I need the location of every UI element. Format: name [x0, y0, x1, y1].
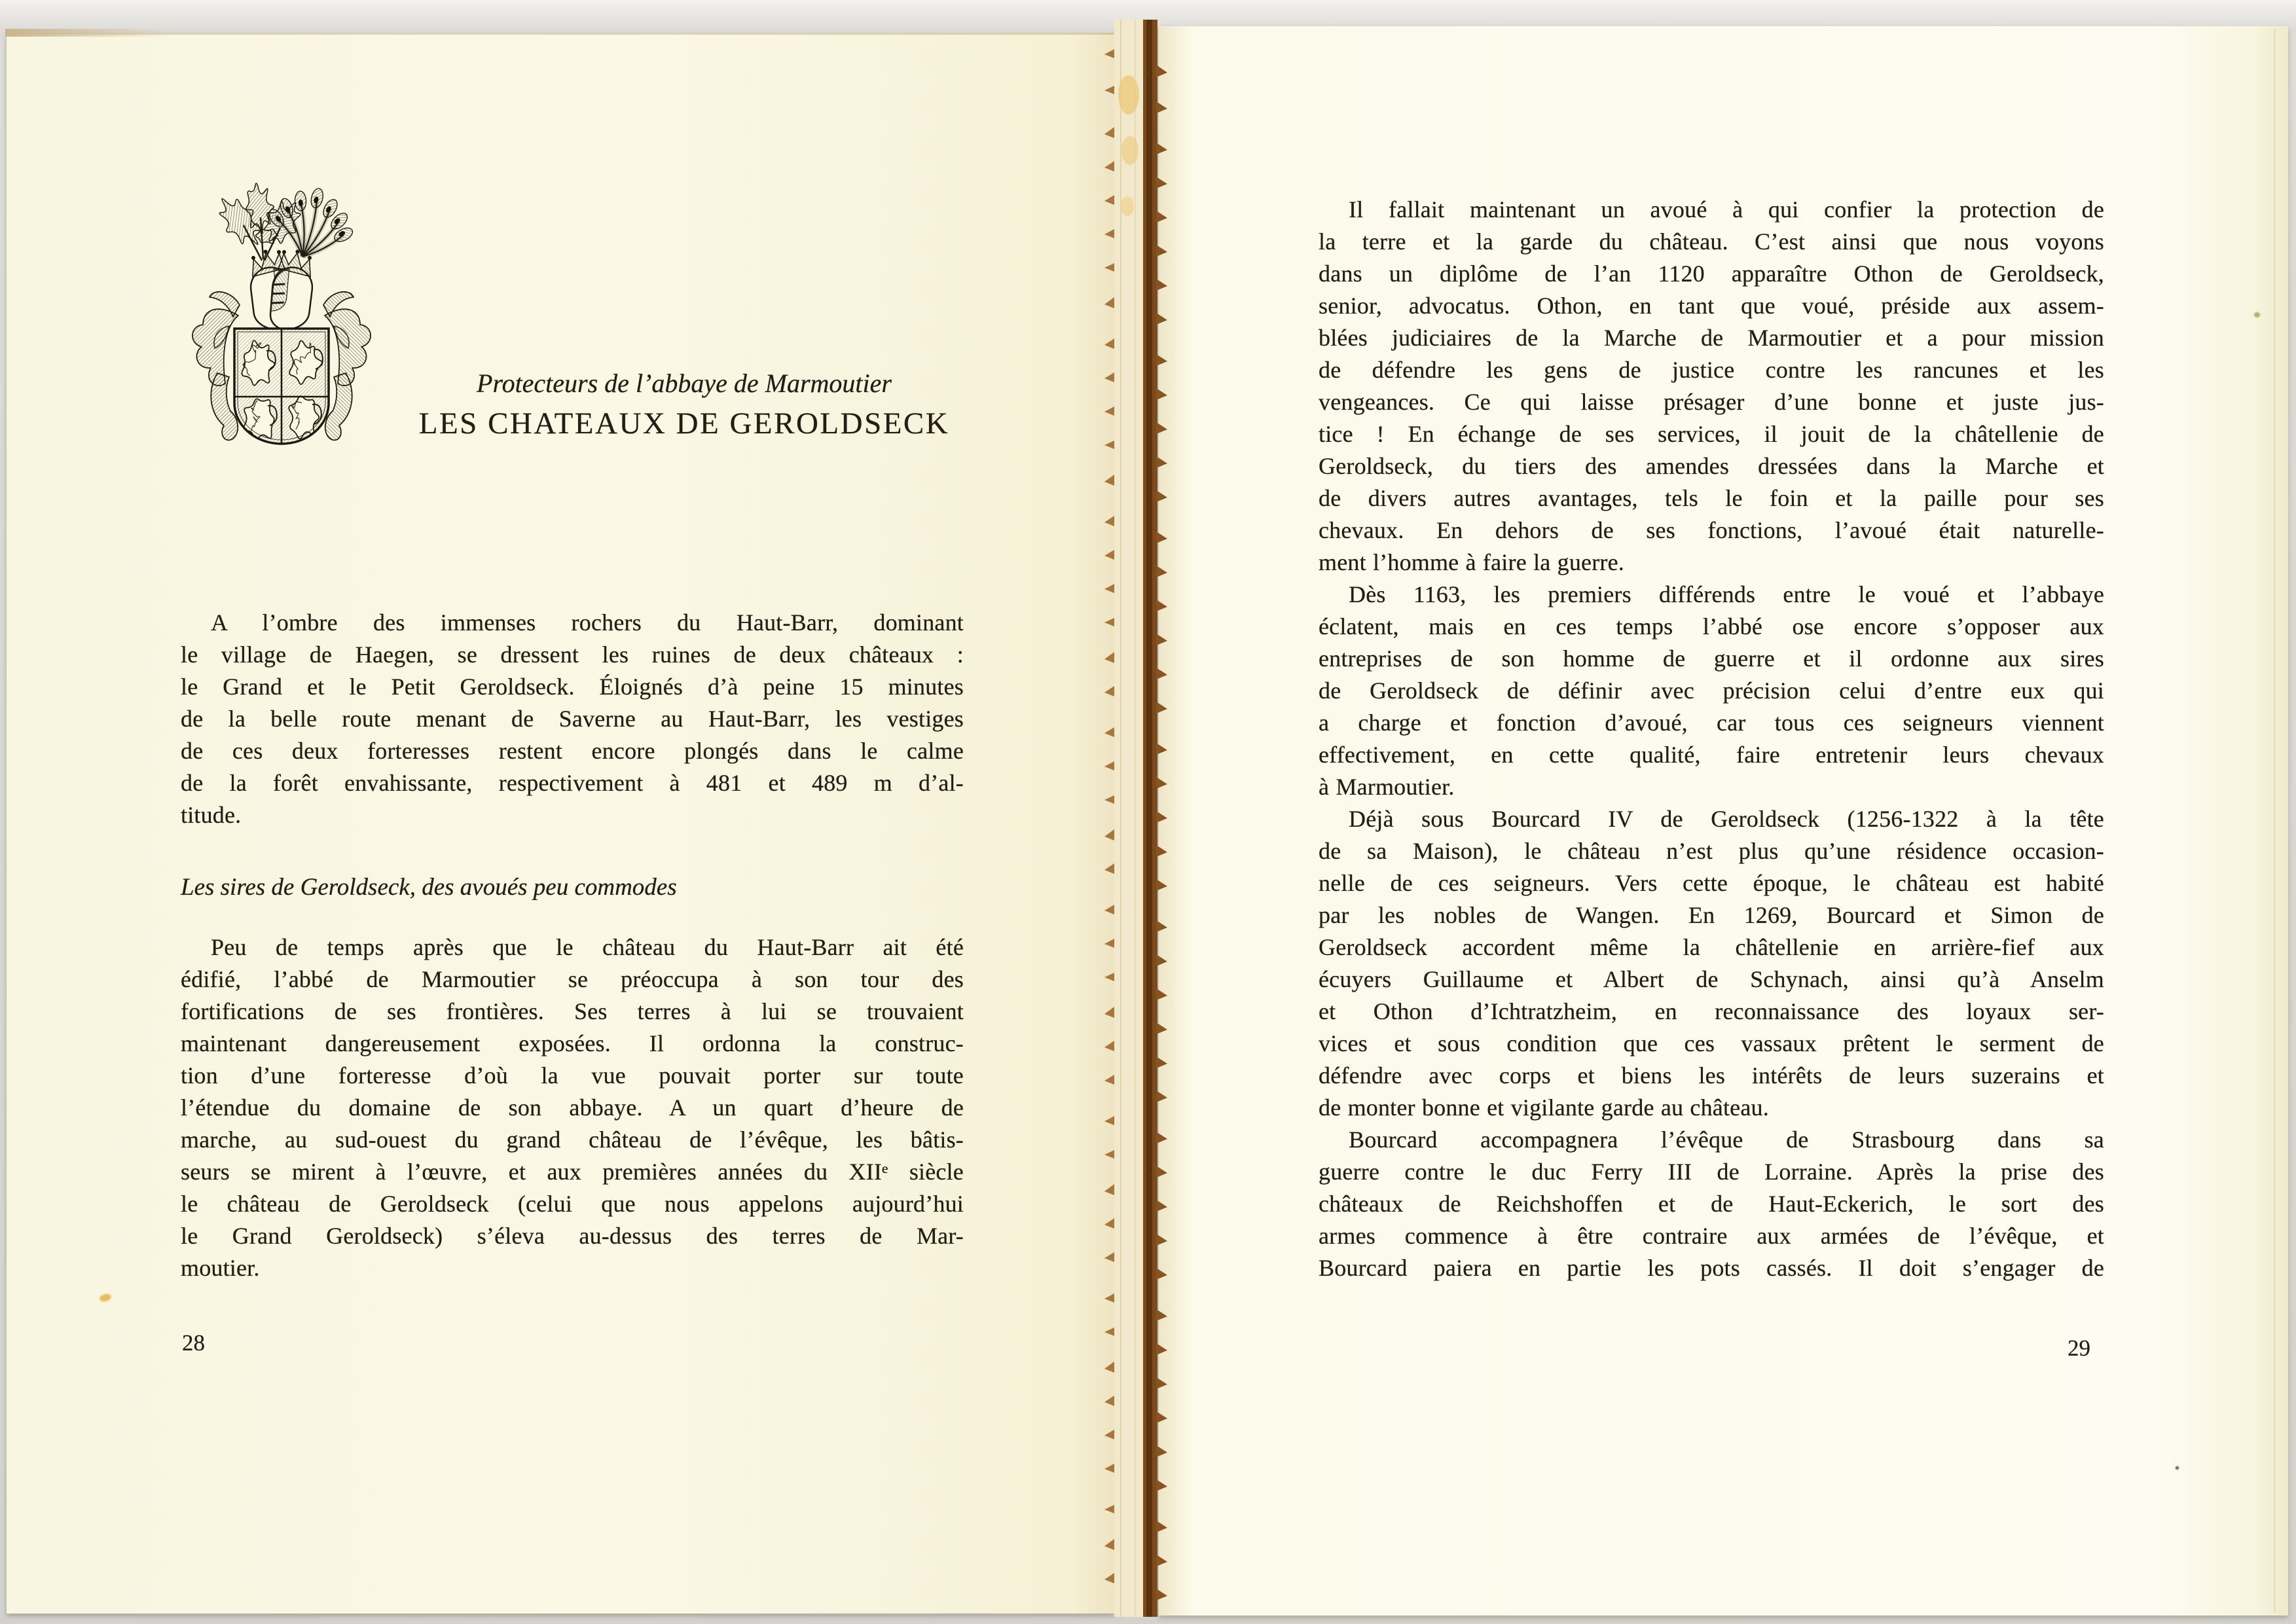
- paper-speck: [2176, 1466, 2179, 1470]
- binding-deckle-edge: [1095, 20, 1182, 1617]
- text-line: senior, advocatus. Othon, en tant que voué, préside aux assem-: [1319, 293, 2104, 319]
- paragraph: [1319, 803, 2104, 1124]
- text-line: de monter bonne et vigilante garde au château.: [1319, 1094, 1769, 1121]
- text-line: seurs se mirent à l’œuvre, et aux premières années du XIIᵉ siècle: [181, 1159, 964, 1185]
- text-line: édifié, l’abbé de Marmoutier se préoccupa à son tour des: [181, 966, 964, 992]
- text-line: Geroldseck accordent même la châtellenie en arrière-fief aux: [1319, 934, 2104, 960]
- text-line: le Grand Geroldseck) s’éleva au-dessus des terres de Mar-: [181, 1223, 964, 1249]
- text-line: guerre contre le duc Ferry III de Lorraine. Après la prise des: [1319, 1159, 2104, 1185]
- text-line: Il fallait maintenant un avoué à qui confier la protection de: [1349, 196, 2104, 223]
- text-line: effectivement, en cette qualité, faire entretenir leurs chevaux: [1319, 742, 2104, 768]
- chapter-kicker: Protecteurs de l’abbaye de Marmoutier: [477, 369, 892, 398]
- shield-icon: [234, 329, 329, 460]
- text-line: a charge et fonction d’avoué, car tous ces seigneurs viennent: [1319, 710, 2104, 736]
- crest-peacock-feathers-icon: [266, 187, 355, 257]
- text-line: Déjà sous Bourcard IV de Geroldseck (1256-1322 à la tête: [1349, 806, 2104, 832]
- mantling-left: [192, 292, 240, 441]
- text-line: de ces deux forteresses restent encore plongés dans le calme: [181, 738, 964, 764]
- text-line: Bourcard accompagnera l’évêque de Strasbourg dans sa: [1349, 1127, 2104, 1153]
- text-line: de sa Maison), le château n’est plus qu’une résidence occasion-: [1319, 838, 2104, 864]
- text-line: dans un diplôme de l’an 1120 apparaître Othon de Geroldseck,: [1319, 261, 2104, 287]
- text-line: et Othon d’Ichtratzheim, en reconnaissance des loyaux ser-: [1319, 998, 2104, 1024]
- text-line: de Geroldseck de définir avec précision celui d’entre eux qui: [1319, 677, 2104, 704]
- text-line: de la forêt envahissante, respectivement à 481 et 489 m d’al-: [181, 770, 964, 796]
- text-line: Peu de temps après que le château du Haut-Barr ait été: [211, 934, 964, 960]
- page-number-left: 28: [182, 1330, 205, 1356]
- text-line: vices et sous condition que ces vassaux prêtent le serment de: [1319, 1030, 2104, 1056]
- text-line: titude.: [181, 802, 242, 828]
- text-line: tion d’une forteresse d’où la vue pouvait porter sur toute: [181, 1062, 964, 1089]
- right-page-edge-line: [2274, 29, 2276, 1613]
- text-line: éclatent, mais en ces temps l’abbé ose encore s’opposer aux: [1319, 613, 2104, 640]
- paragraph: [1319, 1124, 2104, 1284]
- text-line: Bourcard paiera en partie les pots cassés. Il doit s’engager de: [1319, 1255, 2104, 1281]
- intro-paragraph: [181, 607, 964, 831]
- text-line: marche, au sud-ouest du grand château de l’évêque, les bâtis-: [181, 1127, 964, 1153]
- chapter-heading: [403, 369, 966, 441]
- text-line: châteaux de Reichshoffen et de Haut-Eckerich, le sort des: [1319, 1191, 2104, 1217]
- section-heading: Les sires de Geroldseck, des avoués peu commodes: [181, 874, 677, 901]
- text-line: à Marmoutier.: [1319, 774, 1455, 800]
- text-line: par les nobles de Wangen. En 1269, Bourcard et Simon de: [1319, 902, 2104, 928]
- text-line: Dès 1163, les premiers différends entre le voué et l’abbaye: [1349, 581, 2104, 607]
- text-line: A l’ombre des immenses rochers du Haut-Barr, dominant: [211, 609, 964, 636]
- text-line: blées judiciaires de la Marche de Marmoutier et a pour mission: [1319, 325, 2104, 351]
- text-line: entreprises de son homme de guerre et il ordonne aux sires: [1319, 645, 2104, 672]
- text-line: le village de Haegen, se dressent les ruines de deux châteaux :: [181, 641, 964, 668]
- text-line: défendre avec corps et biens les intérêts de leurs suzerains et: [1319, 1062, 2104, 1089]
- page-corner-edge: [5, 29, 169, 37]
- text-line: chevaux. En dehors de ses fonctions, l’avoué était naturelle-: [1319, 517, 2104, 543]
- text-line: ment l’homme à faire la guerre.: [1319, 549, 1624, 575]
- text-line: de la belle route menant de Saverne au Haut-Barr, les vestiges: [181, 706, 964, 732]
- text-line: fortifications de ses frontières. Ses terres à lui se trouvaient: [181, 998, 964, 1024]
- text-line: maintenant dangereusement exposées. Il ordonna la construc-: [181, 1030, 964, 1056]
- text-line: armes commence à être contraire aux armées de l’évêque, et: [1319, 1223, 2104, 1249]
- body-paragraph: [181, 931, 964, 1284]
- text-line: écuyers Guillaume et Albert de Schynach, ainsi qu’à Anselm: [1319, 966, 2104, 992]
- page-number-right: 29: [2068, 1335, 2090, 1361]
- text-line: vengeances. Ce qui laisse présager d’une bonne et juste jus-: [1319, 389, 2104, 415]
- right-page-text: [1319, 194, 2104, 1284]
- text-line: Geroldseck, du tiers des amendes dressées dans la Marche et: [1319, 453, 2104, 479]
- text-line: tice ! En échange de ses services, il jouit de la châtellenie de: [1319, 421, 2104, 447]
- text-line: nelle de ces seigneurs. Vers cette époque, le château est habité: [1319, 870, 2104, 896]
- paper-stain: [2254, 312, 2260, 317]
- coat-of-arms-icon: [183, 157, 380, 471]
- paragraph: [1319, 194, 2104, 579]
- text-line: le Grand et le Petit Geroldseck. Éloignés d’à peine 15 minutes: [181, 674, 964, 700]
- paragraph: [1319, 579, 2104, 803]
- text-line: moutier.: [181, 1255, 260, 1281]
- text-line: la terre et la garde du château. C’est ainsi que nous voyons: [1319, 228, 2104, 255]
- chapter-title: LES CHATEAUX DE GEROLDSECK: [418, 406, 950, 441]
- text-line: de défendre les gens de justice contre les rancunes et les: [1319, 357, 2104, 383]
- text-line: l’étendue du domaine de son abbaye. A un quart d’heure de: [181, 1094, 964, 1121]
- text-line: de divers autres avantages, tels le foin et la paille pour ses: [1319, 485, 2104, 511]
- text-line: le château de Geroldseck (celui que nous appelons aujourd’hui: [181, 1191, 964, 1217]
